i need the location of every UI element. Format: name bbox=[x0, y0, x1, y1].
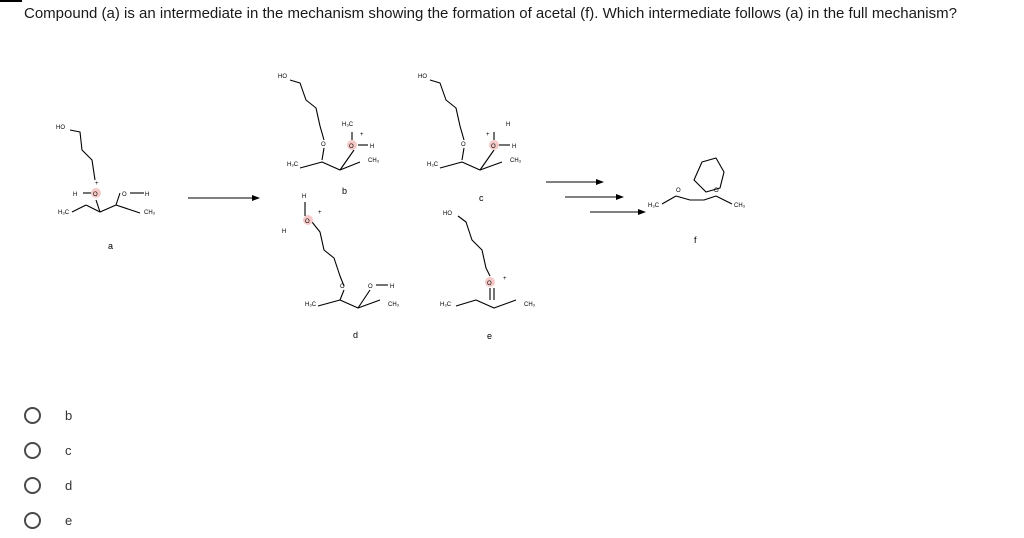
option-label: c bbox=[65, 443, 72, 458]
atom-d-h-left: H bbox=[282, 229, 287, 235]
atom-a-h2: H bbox=[145, 192, 150, 198]
atom-d-ch3: CH₃ bbox=[388, 302, 400, 308]
atom-a-plus: + bbox=[95, 181, 99, 187]
option-d[interactable] bbox=[24, 468, 72, 503]
atom-c-plus: + bbox=[486, 132, 490, 138]
bond-a-ch3 bbox=[116, 205, 140, 213]
atom-a-ch3: CH₃ bbox=[144, 210, 156, 216]
atom-b-oplus: O bbox=[349, 144, 354, 150]
atom-b-o: O bbox=[321, 142, 326, 148]
structure-e-chain bbox=[458, 216, 490, 276]
compound-label-b: b bbox=[342, 186, 348, 196]
atom-c-h3c: H₃C bbox=[427, 162, 439, 168]
atom-e-ho: HO bbox=[443, 211, 452, 217]
structure-b-chain bbox=[290, 80, 324, 140]
atom-a-o2: O bbox=[122, 192, 127, 198]
atom-d-h: H bbox=[390, 284, 395, 290]
atom-a-h3c: H₃C bbox=[58, 210, 70, 216]
atom-d-h3c: H₃C bbox=[305, 302, 317, 308]
atom-f-o2: O bbox=[714, 188, 719, 194]
structure-f-ring bbox=[694, 158, 724, 192]
atom-f-o1: O bbox=[676, 188, 681, 194]
structure-f-base bbox=[676, 196, 716, 200]
atom-f-ch3: CH₃ bbox=[734, 203, 746, 209]
atom-e-ch3: CH₃ bbox=[524, 302, 536, 308]
structure-e-base bbox=[456, 300, 516, 308]
option-label: e bbox=[65, 513, 73, 528]
atom-c-ch3: CH₃ bbox=[510, 158, 522, 164]
bond-b-o bbox=[322, 148, 324, 160]
bond-d-o bbox=[340, 290, 344, 300]
option-label: d bbox=[65, 478, 73, 493]
structure-c-base bbox=[440, 162, 502, 170]
atom-b-h: H bbox=[370, 144, 375, 150]
radio-button[interactable] bbox=[24, 477, 41, 494]
structure-c-chain bbox=[430, 80, 464, 140]
atom-e-plus: + bbox=[503, 276, 507, 282]
radio-button[interactable] bbox=[24, 512, 41, 529]
structure-d-base bbox=[318, 300, 380, 308]
structure-d-chain bbox=[312, 222, 344, 286]
atom-b-ho: HO bbox=[278, 74, 287, 80]
atom-b-plus: + bbox=[360, 132, 364, 138]
compound-label-d: d bbox=[353, 330, 359, 340]
atom-d-plus: + bbox=[318, 210, 322, 216]
atom-b-h3c-base: H₃C bbox=[287, 162, 299, 168]
option-b[interactable] bbox=[24, 398, 72, 433]
option-c[interactable] bbox=[24, 433, 72, 468]
option-e[interactable] bbox=[24, 503, 72, 538]
bond-a-h3c bbox=[72, 205, 86, 212]
structure-b-base bbox=[300, 162, 360, 170]
atom-c-oplus: O bbox=[491, 144, 496, 150]
compound-label-e: e bbox=[487, 331, 493, 341]
atom-d-oplus: O bbox=[305, 219, 310, 225]
option-label: b bbox=[65, 408, 73, 423]
compound-label-f: f bbox=[694, 235, 697, 245]
answer-options bbox=[24, 398, 72, 538]
atom-c-h: H bbox=[512, 144, 517, 150]
atom-e-h3c: H₃C bbox=[440, 302, 452, 308]
atom-d-o2: O bbox=[368, 284, 373, 290]
atom-b-ch3: CH₃ bbox=[368, 158, 380, 164]
bond-f-ch3 bbox=[716, 196, 732, 204]
atom-b-h3c: H₃C bbox=[342, 122, 354, 128]
question-text: Compound (a) is an intermediate in the mechanism showing the formation of acetal (f). Which intermediate follows (a) in the full mechanism? bbox=[24, 5, 957, 22]
structure-a-chain bbox=[70, 130, 95, 180]
compound-label-c: c bbox=[479, 193, 484, 203]
compound-label-a: a bbox=[108, 241, 114, 251]
radio-button[interactable] bbox=[24, 407, 41, 424]
radio-button[interactable] bbox=[24, 442, 41, 459]
atom-c-h-top: H bbox=[506, 122, 511, 128]
atom-f-h3c: H₃C bbox=[648, 203, 660, 209]
atom-d-h-top: H bbox=[302, 194, 307, 200]
atom-a-ho: HO bbox=[56, 125, 65, 131]
atom-d-o: O bbox=[340, 284, 345, 290]
atom-a-o1: O bbox=[93, 192, 98, 198]
bond-c-o bbox=[462, 148, 464, 160]
atom-a-h: H bbox=[73, 192, 78, 198]
bond-f-h3c bbox=[662, 196, 676, 204]
atom-c-o: O bbox=[461, 142, 466, 148]
atom-e-oplus: O bbox=[487, 281, 492, 287]
atom-c-ho: HO bbox=[418, 74, 427, 80]
